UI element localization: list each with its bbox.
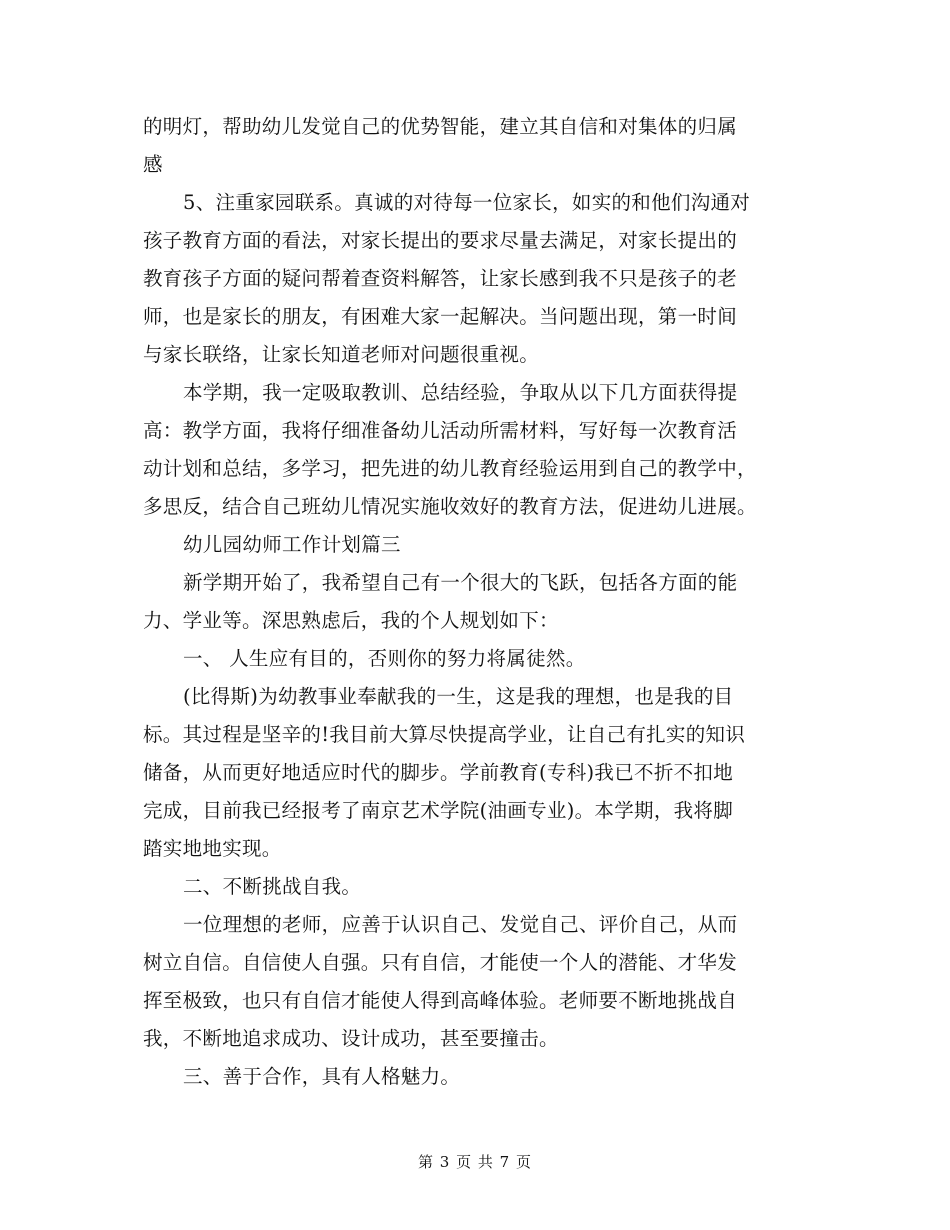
text-line: 完成，目前我已经报考了南京艺术学院(油画专业)。本学期，我将脚 bbox=[143, 799, 734, 822]
text-line: 新学期开始了，我希望自己有一个很大的飞跃，包括各方面的能 bbox=[183, 571, 738, 594]
text-line: 挥至极致，也只有自信才能使人得到高峰体验。老师要不断地挑战自 bbox=[143, 989, 738, 1012]
document-body bbox=[143, 108, 813, 1096]
text-line: 标。其过程是坚辛的!我目前大算尽快提高学业，让自己有扎实的知识 bbox=[143, 723, 746, 746]
text-line: (比得斯)为幼教事业奉献我的一生，这是我的理想，也是我的目 bbox=[183, 685, 734, 708]
text-line: 我，不断地追求成功、设计成功，甚至要撞击。 bbox=[143, 1027, 559, 1050]
page-footer: 第 3 页 共 7 页 bbox=[418, 1153, 532, 1171]
text-line: 教育孩子方面的疑问帮着查资料解答，让家长感到我不只是孩子的老 bbox=[143, 267, 738, 290]
text-line: 储备，从而更好地适应时代的脚步。学前教育(专科)我已不折不扣地 bbox=[143, 761, 734, 784]
text-line: 力、学业等。深思熟虑后，我的个人规划如下： bbox=[143, 609, 559, 632]
text-line: 一位理想的老师，应善于认识自己、发觉自己、评价自己，从而 bbox=[183, 913, 738, 936]
text-line: 师，也是家长的朋友，有困难大家一起解决。当问题出现，第一时间 bbox=[143, 305, 738, 328]
text-line: 树立自信。自信使人自强。只有自信，才能使一个人的潜能、才华发 bbox=[143, 951, 738, 974]
text-line: 幼儿园幼师工作计划篇三 bbox=[183, 533, 401, 556]
text-line: 高：教学方面，我将仔细准备幼儿活动所需材料，写好每一次教育活 bbox=[143, 419, 738, 442]
text-line: 的明灯，帮助幼儿发觉自己的优势智能，建立其自信和对集体的归属 bbox=[143, 115, 738, 138]
text-line: 5、注重家园联系。真诚的对待每一位家长，如实的和他们沟通对 bbox=[183, 191, 751, 214]
text-line: 二、不断挑战自我。 bbox=[183, 875, 362, 898]
text-line: 孩子教育方面的看法，对家长提出的要求尽量去满足，对家长提出的 bbox=[143, 229, 738, 252]
text-line: 动计划和总结，多学习，把先进的幼儿教育经验运用到自己的教学中， bbox=[143, 457, 757, 480]
text-line: 本学期，我一定吸取教训、总结经验，争取从以下几方面获得提 bbox=[183, 381, 738, 404]
text-line: 一、 人生应有目的，否则你的努力将属徒然。 bbox=[183, 647, 586, 670]
text-line: 三、善于合作，具有人格魅力。 bbox=[183, 1065, 461, 1088]
text-line: 踏实地地实现。 bbox=[143, 837, 282, 860]
text-line: 多思反，结合自己班幼儿情况实施收效好的教育方法，促进幼儿进展。 bbox=[143, 495, 757, 518]
text-line: 与家长联络，让家长知道老师对问题很重视。 bbox=[143, 343, 540, 366]
text-line: 感 bbox=[143, 153, 163, 176]
